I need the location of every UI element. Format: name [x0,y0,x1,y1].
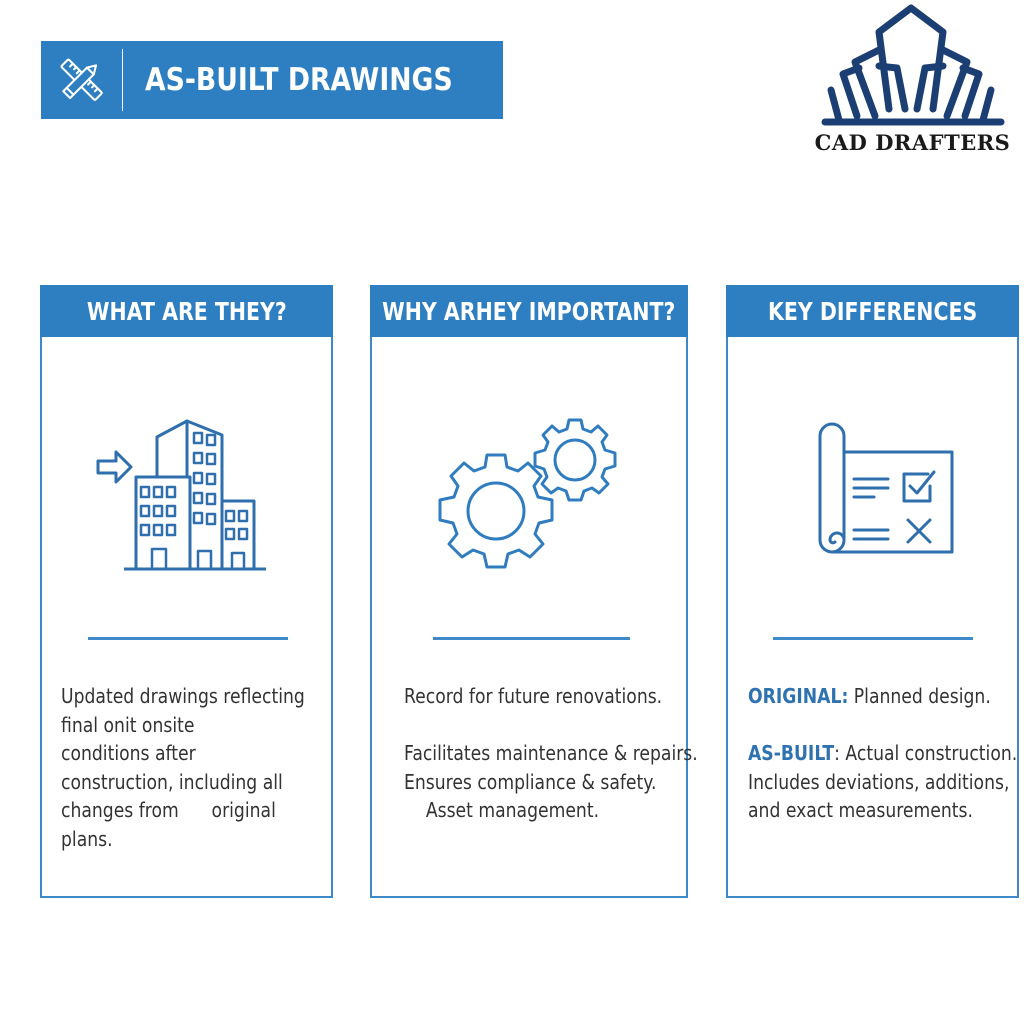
description-line: construction, including all [61,769,283,794]
as-built-text: : Actual construction. [834,741,1018,765]
benefit-line: Asset management. [404,798,600,822]
description-line: Updated drawings reflecting [61,684,305,708]
panel-title: WHY ARHEY IMPORTANT? [382,296,676,326]
benefit-line: Record for future renovations. [404,684,663,708]
description-line: final onit onsite [61,712,195,737]
section-divider [88,637,288,640]
panel-title: KEY DIFFERENCES [767,296,978,326]
panel-description [748,682,1017,825]
difference-spacer [748,711,1017,740]
section-divider [433,637,630,640]
panel-description [61,682,305,853]
benefit-line: Facilitates maintenance & repairs. [404,741,698,765]
difference-original [748,682,1017,711]
panel-title: WHAT ARE THEY? [86,296,287,326]
difference-line: Includes deviations, additions, [748,769,1010,794]
ruler-pencil-icon [59,52,104,108]
building-skyline-icon [817,4,1009,126]
panel-description [404,682,698,825]
panel-what-are-they [40,285,333,898]
difference-as-built [748,739,1017,768]
panel-key-differences [726,285,1019,898]
benefit-line: Ensures compliance & safety. [404,769,657,794]
logo-text: CAD DRAFTERS [814,130,1011,155]
original-text: Planned design. [848,684,991,708]
panel-header [370,285,688,337]
description-line: plans. [61,826,113,851]
panel-why-important [370,285,698,898]
blueprint-checklist-icon [806,422,956,560]
benefit-spacer [404,711,698,740]
panel-header [726,285,1019,337]
building-arrow-icon [94,419,269,574]
original-label: ORIGINAL: [748,684,849,708]
title-banner [41,41,503,119]
page-title: AS-BUILT DRAWINGS [145,62,453,98]
description-line: conditions after [61,741,196,765]
difference-line: and exact measurements. [748,798,973,822]
gears-icon [436,417,618,569]
panel-header [40,285,333,337]
description-line: changes from original [61,798,276,822]
company-logo [805,4,1020,159]
section-divider [773,637,973,640]
as-built-label: AS-BUILT [748,741,835,765]
title-divider [122,49,124,111]
